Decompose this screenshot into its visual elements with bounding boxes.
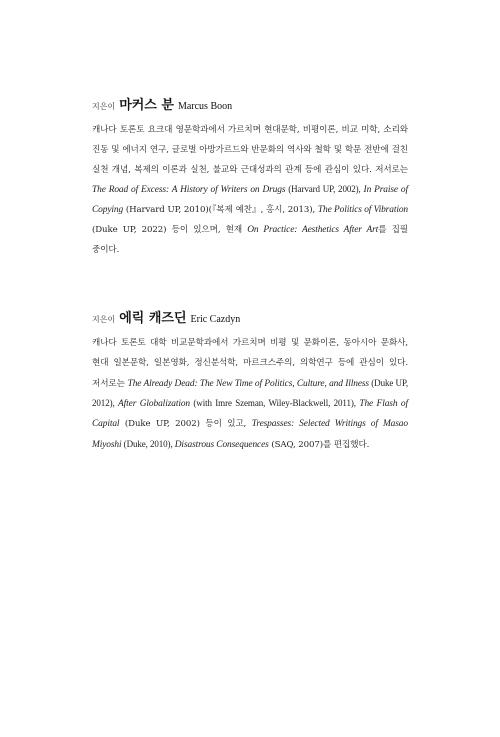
book-title: On Practice: Aesthetics After Art [247,224,379,235]
bio-text: (Duke UP, 2012), [92,377,409,409]
bio-text: (Duke, 2010), [121,438,175,449]
author-name-korean: 마커스 분 [119,98,174,113]
author-role: 지은이 [92,102,116,111]
book-title: Disastrous Consequences [174,439,269,450]
author-bio [92,334,408,456]
bio-text: (Harvard UP, 2010)(『복제 예찬』, 홍시, 2013), [123,205,318,216]
author-name-english: Eric Cazdyn [190,314,241,325]
book-title: In Praise of Copying [92,185,408,216]
author-heading [92,94,408,113]
book-title: The Road of Excess: A History of Writers on Drugs [92,185,286,196]
author-bio [92,121,408,261]
bio-text: (with Imre Szeman, Wiley-Blackwell, 2011), [190,398,360,409]
bio-text: (Duke UP, 2002) 등이 있고, [119,419,252,430]
bio-text: 캐나다 토론토 요크대 영문학과에서 가르치며 현대문학, 비평이론, 비교 미학, 소리와 진동 및 에너지 연구, 글로벌 아방가르드와 반문화의 역사와 철학 및 학문 전반에 걸친 실천 개념, 복제의 이론과 실천, 불교와 근대성과의 관계 등에 관심이 있다. 저서로는 [92,125,408,175]
book-title: The Politics of Vibration [317,205,408,216]
book-title: After Globalization [118,399,191,410]
bio-text: (Harvard UP, 2002), [285,184,364,195]
author-name-korean: 에릭 캐즈딘 [119,311,187,326]
book-title: The Flash of Capital [92,399,408,430]
book-title: Trespasses: Selected Writings of Masao Miyoshi [92,419,408,450]
author-heading [92,307,408,326]
bio-text: 캐나다 토론토 대학 비교문학과에서 가르치며 비평 및 문화이론, 동아시아 문화사, 현대 일본문학, 일본영화, 정신분석학, 마르크스주의, 의학연구 등에 관심이 있다. 저서로는 [92,338,408,389]
author-block-marcus-boon [92,94,408,261]
author-name-english: Marcus Boon [177,101,233,112]
author-block-eric-cazdyn [92,307,408,456]
author-role: 지은이 [92,315,116,324]
bio-text: (Duke UP, 2022) 등이 있으며, 현재 [92,224,248,235]
book-title: The Already Dead: The New Time of Politics, Culture, and Illness [127,378,369,389]
bio-text: (SAQ, 2007)를 편집했다. [268,439,370,450]
bio-text: 를 집필 중이다. [92,224,408,255]
